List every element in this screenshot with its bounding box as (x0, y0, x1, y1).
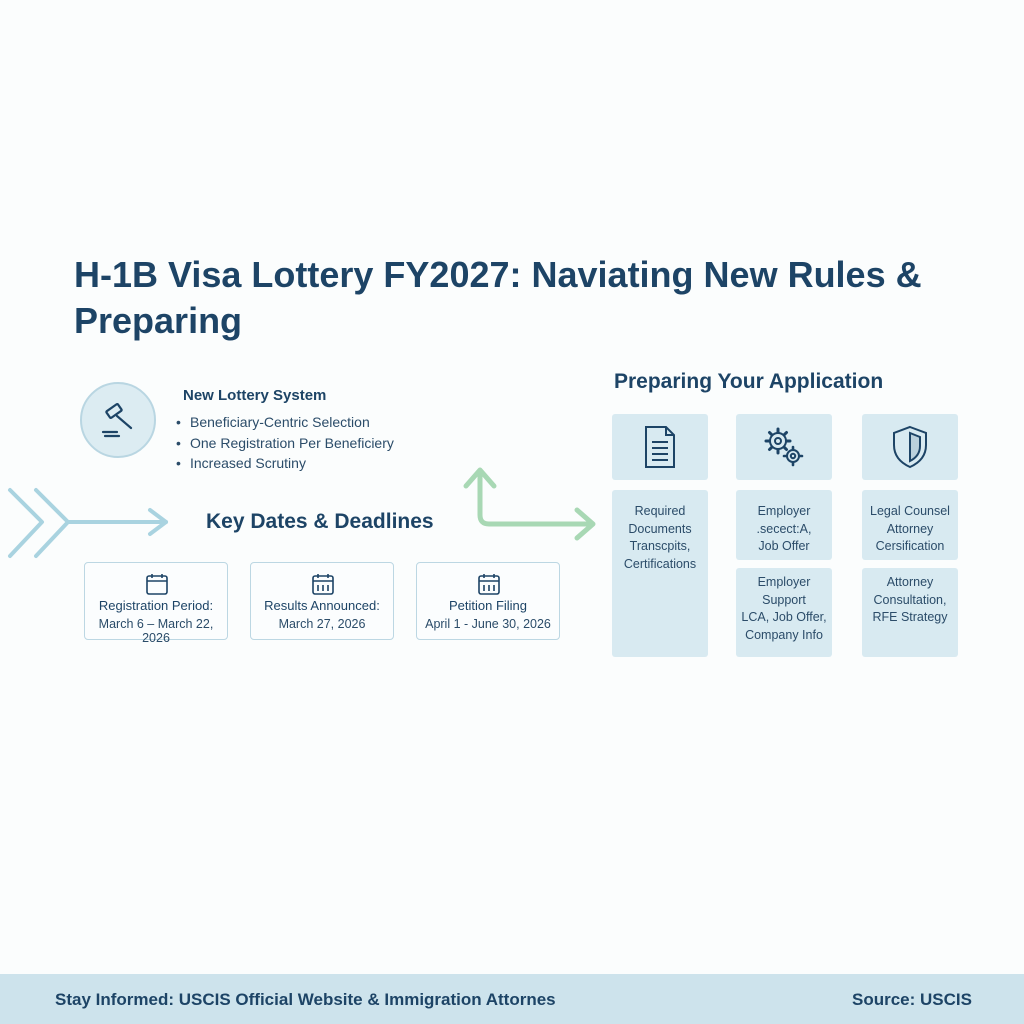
calendar-icon (477, 572, 501, 596)
attorney-text: Attorney Consultation, RFE Strategy (872, 575, 948, 624)
list-item: • Increased Scrutiny (176, 455, 306, 471)
date-card-registration (84, 562, 228, 645)
lottery-heading: New Lottery System (183, 387, 327, 404)
date-value: March 6 – March 22, 2026 (98, 617, 214, 645)
list-item: • One Registration Per Beneficiery (176, 434, 394, 451)
document-icon-box (612, 414, 708, 480)
date-value: April 1 - June 30, 2026 (425, 617, 551, 631)
shield-icon-box (862, 414, 958, 480)
connector-arrow-icon (455, 460, 603, 550)
date-label: Registration Period: (98, 598, 214, 613)
employer-support-text: Employer Support LCA, Job Offer, Company Info (741, 575, 827, 642)
gears-icon-box (736, 414, 832, 480)
employer-support-card (736, 568, 832, 657)
footer-text: Stay Informed: USCIS Official Website & Immigration Attornes (55, 990, 556, 1009)
prep-heading: Preparing Your Application (614, 370, 884, 393)
gavel-icon (80, 382, 156, 458)
employer-card (736, 490, 832, 560)
document-icon (642, 425, 678, 469)
calendar-icon (145, 572, 169, 596)
date-value: March 27, 2026 (278, 617, 366, 631)
list-item: • Beneficiary-Centric Selection (176, 414, 370, 430)
date-label: Petition Filing (448, 598, 528, 613)
chevron-arrow-icon (6, 484, 176, 564)
attorney-card (862, 568, 958, 657)
gears-icon (760, 423, 808, 471)
shield-icon (890, 425, 930, 469)
documents-text: Required Documents Transcpits, Certifications (623, 504, 697, 571)
date-label: Results Announced: (264, 598, 380, 613)
legal-counsel-card (862, 490, 958, 560)
page-title: H-1B Visa Lottery FY2027: Naviating New Rules & Preparing (74, 254, 922, 341)
calendar-icon (311, 572, 335, 596)
date-card-filing (416, 562, 560, 640)
dates-heading: Key Dates & Deadlines (206, 510, 434, 533)
lottery-list (176, 412, 394, 474)
documents-card (612, 490, 708, 657)
legal-counsel-text: Legal Counsel Attorney Cersification (870, 504, 950, 553)
footer-bar (0, 974, 1024, 1024)
employer-text: Employer .secect:A, Job Offer (756, 504, 812, 553)
date-card-results (250, 562, 394, 640)
footer-source: Source: USCIS (852, 990, 972, 1009)
